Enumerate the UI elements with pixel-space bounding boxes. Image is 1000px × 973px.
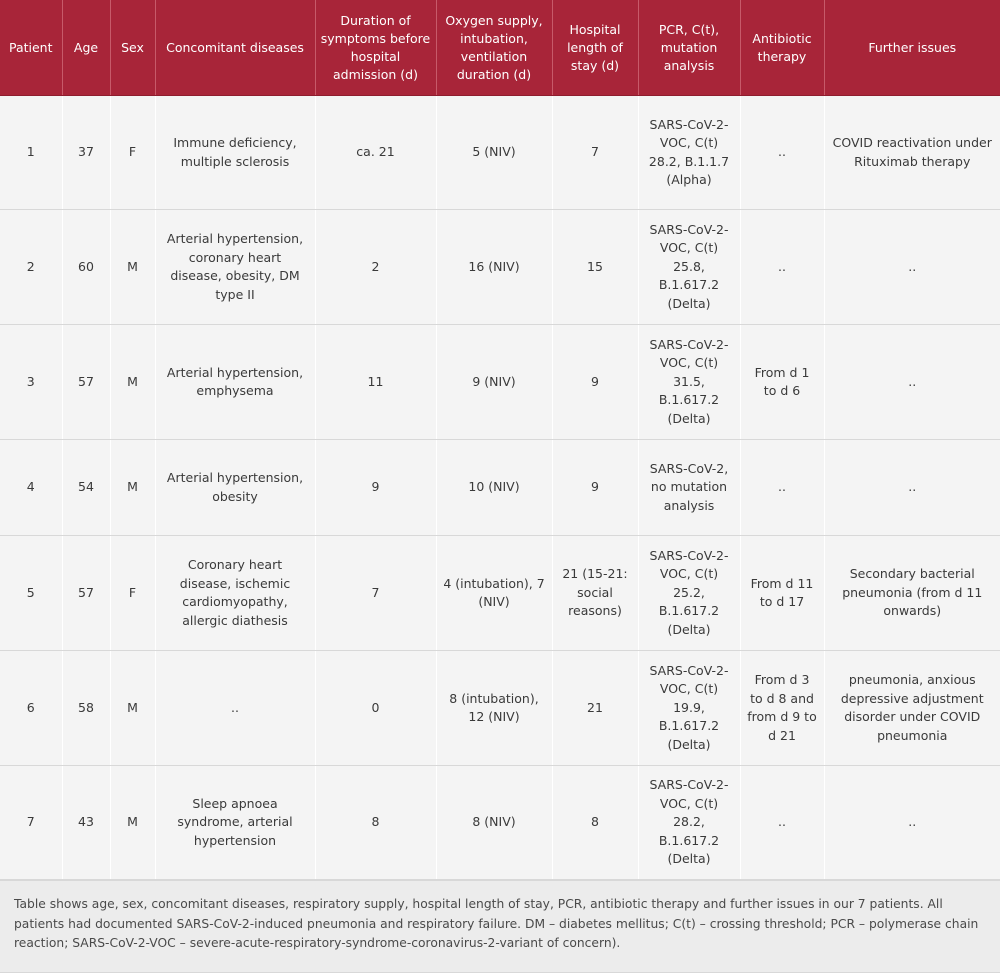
- cell-further-issues: ..: [824, 440, 1000, 536]
- cell-pcr: SARS-CoV-2-VOC, C(t) 25.8, B.1.617.2 (Delta): [638, 210, 740, 325]
- header-concomitant-diseases: Concomitant diseases: [155, 0, 315, 96]
- cell-concomitant-diseases: Coronary heart disease, ischemic cardiomyopathy, allergic diathesis: [155, 536, 315, 651]
- cell-age: 54: [62, 440, 110, 536]
- cell-oxygen-supply: 4 (intubation), 7 (NIV): [436, 536, 552, 651]
- cell-oxygen-supply: 8 (NIV): [436, 766, 552, 880]
- table-row: [0, 210, 1000, 325]
- cell-sex: M: [110, 766, 155, 880]
- cell-patient: 7: [0, 766, 62, 880]
- header-symptom-duration: Duration of symptoms before hospital admission (d): [315, 0, 436, 96]
- cell-pcr: SARS-CoV-2-VOC, C(t) 28.2, B.1.617.2 (Delta): [638, 766, 740, 880]
- cell-concomitant-diseases: Arterial hypertension, coronary heart disease, obesity, DM type II: [155, 210, 315, 325]
- cell-concomitant-diseases: Arterial hypertension, obesity: [155, 440, 315, 536]
- table-footnote: Table shows age, sex, concomitant diseases, respiratory supply, hospital length of stay, PCR, antibiotic therapy and further issues in our 7 patients. All patients had documented SARS-CoV-2-induced pneumonia and respiratory failure. DM – diabetes mellitus; C(t) – crossing threshold; PCR – polymerase chain reaction; SARS-CoV-2-VOC – severe-acute-respiratory-syndrome-coronavirus-2-variant of concern).: [0, 880, 1000, 973]
- cell-sex: F: [110, 536, 155, 651]
- cell-hospital-stay: 21: [552, 651, 638, 766]
- cell-sex: M: [110, 325, 155, 440]
- cell-symptom-duration: 2: [315, 210, 436, 325]
- cell-symptom-duration: 0: [315, 651, 436, 766]
- cell-concomitant-diseases: ..: [155, 651, 315, 766]
- header-sex: Sex: [110, 0, 155, 96]
- cell-further-issues: pneumonia, anxious depressive adjustment disorder under COVID pneumonia: [824, 651, 1000, 766]
- cell-hospital-stay: 9: [552, 325, 638, 440]
- table-row: [0, 96, 1000, 210]
- cell-hospital-stay: 15: [552, 210, 638, 325]
- cell-oxygen-supply: 5 (NIV): [436, 96, 552, 210]
- cell-sex: F: [110, 96, 155, 210]
- cell-symptom-duration: 8: [315, 766, 436, 880]
- cell-antibiotic-therapy: ..: [740, 440, 824, 536]
- table-row: [0, 536, 1000, 651]
- cell-antibiotic-therapy: From d 11 to d 17: [740, 536, 824, 651]
- cell-hospital-stay: 8: [552, 766, 638, 880]
- cell-further-issues: ..: [824, 210, 1000, 325]
- cell-age: 57: [62, 325, 110, 440]
- cell-symptom-duration: 9: [315, 440, 436, 536]
- cell-age: 58: [62, 651, 110, 766]
- header-antibiotic-therapy: Antibiotic therapy: [740, 0, 824, 96]
- cell-patient: 3: [0, 325, 62, 440]
- cell-oxygen-supply: 16 (NIV): [436, 210, 552, 325]
- header-patient: Patient: [0, 0, 62, 96]
- cell-pcr: SARS-CoV-2-VOC, C(t) 28.2, B.1.1.7 (Alpha): [638, 96, 740, 210]
- cell-antibiotic-therapy: ..: [740, 766, 824, 880]
- cell-pcr: SARS-CoV-2-VOC, C(t) 25.2, B.1.617.2 (Delta): [638, 536, 740, 651]
- cell-patient: 1: [0, 96, 62, 210]
- cell-further-issues: Secondary bacterial pneumonia (from d 11 onwards): [824, 536, 1000, 651]
- cell-pcr: SARS-CoV-2-VOC, C(t) 19.9, B.1.617.2 (Delta): [638, 651, 740, 766]
- cell-oxygen-supply: 10 (NIV): [436, 440, 552, 536]
- header-pcr: PCR, C(t), mutation analysis: [638, 0, 740, 96]
- cell-concomitant-diseases: Sleep apnoea syndrome, arterial hypertension: [155, 766, 315, 880]
- cell-patient: 2: [0, 210, 62, 325]
- cell-sex: M: [110, 440, 155, 536]
- cell-age: 60: [62, 210, 110, 325]
- header-row: [0, 0, 1000, 96]
- cell-antibiotic-therapy: From d 1 to d 6: [740, 325, 824, 440]
- cell-antibiotic-therapy: From d 3 to d 8 and from d 9 to d 21: [740, 651, 824, 766]
- cell-hospital-stay: 7: [552, 96, 638, 210]
- cell-patient: 4: [0, 440, 62, 536]
- cell-age: 37: [62, 96, 110, 210]
- cell-age: 43: [62, 766, 110, 880]
- cell-age: 57: [62, 536, 110, 651]
- cell-symptom-duration: 7: [315, 536, 436, 651]
- cell-antibiotic-therapy: ..: [740, 96, 824, 210]
- cell-antibiotic-therapy: ..: [740, 210, 824, 325]
- cell-further-issues: ..: [824, 766, 1000, 880]
- cell-symptom-duration: 11: [315, 325, 436, 440]
- header-hospital-stay: Hospital length of stay (d): [552, 0, 638, 96]
- cell-symptom-duration: ca. 21: [315, 96, 436, 210]
- cell-oxygen-supply: 8 (intubation), 12 (NIV): [436, 651, 552, 766]
- cell-oxygen-supply: 9 (NIV): [436, 325, 552, 440]
- table-row: [0, 766, 1000, 880]
- cell-concomitant-diseases: Arterial hypertension, emphysema: [155, 325, 315, 440]
- header-oxygen-supply: Oxygen supply, intubation, ventilation duration (d): [436, 0, 552, 96]
- cell-hospital-stay: 21 (15-21: social reasons): [552, 536, 638, 651]
- header-further-issues: Further issues: [824, 0, 1000, 96]
- cell-pcr: SARS-CoV-2-VOC, C(t) 31.5, B.1.617.2 (Delta): [638, 325, 740, 440]
- cell-patient: 5: [0, 536, 62, 651]
- cell-patient: 6: [0, 651, 62, 766]
- table-row: [0, 440, 1000, 536]
- cell-pcr: SARS-CoV-2, no mutation analysis: [638, 440, 740, 536]
- cell-concomitant-diseases: Immune deficiency, multiple sclerosis: [155, 96, 315, 210]
- cell-further-issues: COVID reactivation under Rituximab therapy: [824, 96, 1000, 210]
- cell-sex: M: [110, 651, 155, 766]
- cell-hospital-stay: 9: [552, 440, 638, 536]
- header-age: Age: [62, 0, 110, 96]
- table-row: [0, 651, 1000, 766]
- table-row: [0, 325, 1000, 440]
- cell-sex: M: [110, 210, 155, 325]
- cell-further-issues: ..: [824, 325, 1000, 440]
